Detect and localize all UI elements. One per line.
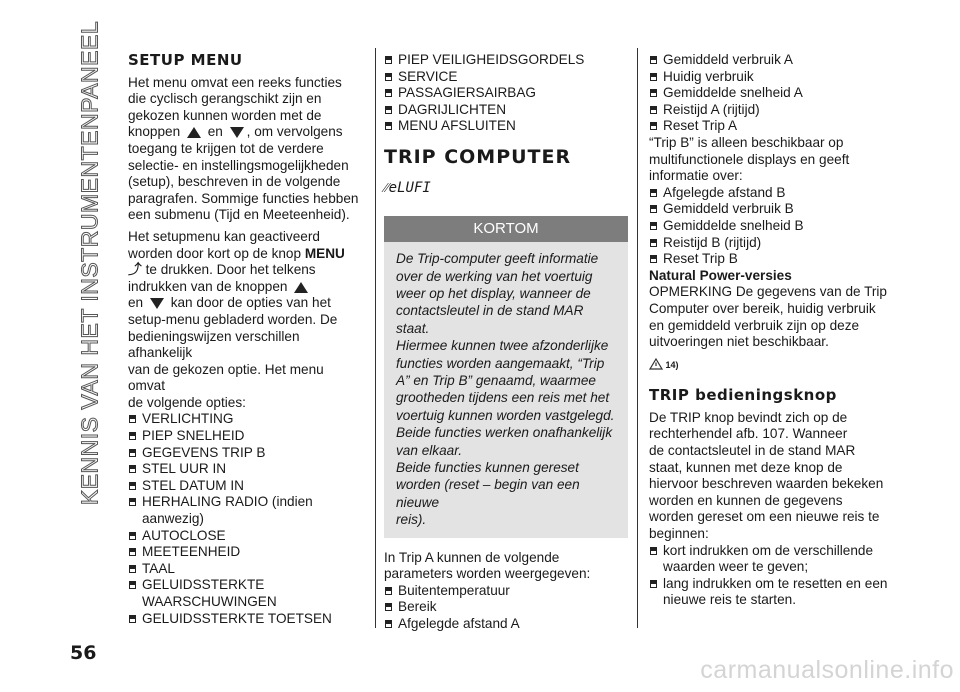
warning-reference: [649, 357, 889, 374]
list-item: Gemiddeld verbruik B: [649, 201, 889, 218]
paragraph-line: bedieningswijzen verschillen afhankelijk: [128, 328, 300, 361]
inline-text: en: [207, 124, 223, 140]
display-glyph: ⁄⁄eLUFI: [384, 179, 431, 196]
list-item: HERHALING RADIO (indien aanwezig): [128, 494, 360, 527]
side-title-text: KENNIS VAN HET INSTRUMENTENPANEEL: [76, 20, 103, 506]
arrow-up-icon: [294, 282, 308, 293]
list-item: Huidig verbruik: [649, 69, 889, 86]
paragraph-line: [128, 279, 360, 296]
list-item: PIEP SNELHEID: [128, 428, 360, 445]
paragraph-line: “Trip B” is alleen beschikbaar op: [649, 134, 844, 150]
list-item: TAAL: [128, 561, 360, 578]
paragraph-line: hiervoor beschreven waarden bekeken: [649, 476, 884, 492]
inline-text: kan door de opties van het: [170, 295, 331, 311]
trip-computer-heading: TRIP COMPUTER: [384, 145, 572, 168]
list-item: Gemiddelde snelheid B: [649, 218, 889, 235]
paragraph-line: de volgende opties:: [128, 394, 246, 410]
kortom-line: Beide functies werken onafhankelijk: [396, 425, 613, 441]
inline-text: knoppen: [128, 124, 181, 140]
paragraph-line: worden en kunnen de gegevens: [649, 492, 843, 508]
paragraph-line: van de gekozen optie. Het menu omvat: [128, 361, 324, 394]
paragraph-line: rechterhendel afb. 107. Wanneer: [649, 426, 848, 442]
list-item: PASSAGIERSAIRBAG: [384, 85, 628, 102]
paragraph-line: [128, 124, 360, 141]
inline-text: worden door kort op de knop: [128, 245, 302, 261]
side-section-title: [72, 20, 108, 506]
paragraph-line: Computer over bereik, huidig verbruik: [649, 300, 876, 316]
list-item: GEGEVENS TRIP B: [128, 445, 360, 462]
paragraph-line: (setup), beschreven in de volgende: [128, 174, 341, 190]
list-item: Reset Trip B: [649, 251, 889, 268]
paragraph-line: [128, 295, 360, 312]
kortom-line: A” en Trip B” genaamd, waarmee: [396, 373, 596, 388]
list-item: Gemiddeld verbruik A: [649, 52, 889, 69]
inline-text: en: [128, 295, 144, 311]
paragraph-line: die cyclisch gerangschikt zijn en: [128, 91, 322, 107]
paragraph-line: Het setupmenu kan geactiveerd: [128, 228, 320, 244]
paragraph-line: worden gereset om een nieuwe reis te: [649, 509, 880, 525]
watermark-text: carmanualsonline.info: [700, 656, 954, 684]
kortom-line: Hiermee kunnen twee afzonderlijke: [396, 338, 609, 354]
paragraph-line: selectie- en instellingsmogelijkheden: [128, 157, 349, 173]
paragraph-line: beginnen:: [649, 526, 709, 542]
paragraph-line: setup-menu gebladerd worden. De: [128, 311, 338, 327]
paragraph-line: OPMERKING De gegevens van de Trip: [649, 284, 887, 300]
column-divider: [375, 48, 376, 628]
return-arrow-icon: ⤴: [128, 262, 142, 278]
list-item: GELUIDSSTERKTE TOETSEN: [128, 611, 360, 628]
list-item: Gemiddelde snelheid A: [649, 85, 889, 102]
column-trip-details: [649, 52, 889, 609]
inline-text: , om vervolgens: [246, 124, 343, 140]
trip-button-heading: TRIP bedieningsknop: [649, 386, 837, 405]
paragraph-line: multifunctionele displays en geeft: [649, 151, 850, 167]
paragraph-line: parameters worden weergegeven:: [384, 566, 591, 582]
kortom-line: worden (reset – begin van een nieuwe: [396, 477, 580, 510]
setup-menu-heading: SETUP MENU: [128, 51, 243, 69]
menu-key-label: MENU: [304, 245, 345, 261]
warning-triangle-icon: [649, 358, 663, 370]
kortom-line: functies worden aangemaakt, “Trip: [396, 355, 605, 371]
paragraph-line: en gemiddeld verbruik zijn op deze: [649, 317, 860, 333]
paragraph-line: [128, 246, 360, 263]
paragraph-line: In Trip A kunnen de volgende: [384, 549, 560, 565]
column-trip-computer: [384, 52, 628, 633]
list-item: SERVICE: [384, 69, 628, 86]
paragraph-line: een submenu (Tijd en Meeteenheid).: [128, 207, 350, 223]
list-item: Reistijd A (rijtijd): [649, 102, 889, 119]
kortom-box: [384, 242, 628, 538]
kortom-line: weer op het display, wanneer de: [396, 285, 591, 301]
list-item: Buitentemperatuur: [384, 583, 628, 600]
list-item: STEL DATUM IN: [128, 478, 360, 495]
kortom-box-title: KORTOM: [384, 216, 628, 242]
paragraph-line: [128, 262, 360, 279]
kortom-line: contactsleutel in de stand MAR staat.: [396, 303, 584, 336]
kortom-line: Beide functies kunnen gereset: [396, 460, 579, 476]
kortom-line: grootheden tijdens een reis met het: [396, 390, 610, 406]
list-item: MEETEENHEID: [128, 544, 360, 561]
list-item: PIEP VEILIGHEIDSGORDELS: [384, 52, 628, 69]
arrow-down-icon: [150, 298, 164, 309]
kortom-line: van elkaar.: [396, 442, 462, 458]
list-item: GELUIDSSTERKTE WAARSCHUWINGEN: [128, 577, 360, 610]
paragraph-line: toegang te krijgen tot de verdere: [128, 140, 324, 156]
kortom-line: over de werking van het voertuig: [396, 268, 593, 284]
paragraph-line: paragrafen. Sommige functies hebben: [128, 190, 359, 206]
paragraph-line: staat, kunnen met deze knop de: [649, 459, 843, 475]
paragraph-line: De TRIP knop bevindt zich op de: [649, 409, 848, 425]
kortom-line: De Trip-computer geeft informatie: [396, 251, 599, 267]
list-item: Bereik: [384, 599, 628, 616]
list-item: VERLICHTING: [128, 411, 360, 428]
inline-text: indrukken van de knoppen: [128, 278, 288, 294]
list-item: Reset Trip A: [649, 118, 889, 135]
paragraph-line: informatie over:: [649, 168, 743, 184]
warning-ref-number: 14): [665, 359, 679, 370]
paragraph-line: Het menu omvat een reeks functies: [128, 74, 342, 90]
paragraph-line: de contactsleutel in de stand MAR: [649, 443, 856, 459]
kortom-line: reis).: [396, 512, 427, 528]
arrow-up-icon: [187, 127, 201, 138]
list-item: Afgelegde afstand A: [384, 616, 628, 633]
paragraph-line: gekozen kunnen worden met de: [128, 107, 322, 123]
natural-power-subheading: Natural Power-versies: [649, 267, 792, 283]
list-item: AUTOCLOSE: [128, 528, 360, 545]
kortom-line: voertuig kunnen worden vastgelegd.: [396, 407, 615, 423]
list-item: STEL UUR IN: [128, 461, 360, 478]
column-setup-menu: [128, 52, 360, 627]
list-item: DAGRIJLICHTEN: [384, 102, 628, 119]
list-item: kort indrukken om de verschillende waarden weer te geven;: [649, 543, 889, 576]
arrow-down-icon: [230, 127, 244, 138]
list-item: lang indrukken om te resetten en een nieuwe reis te starten.: [649, 576, 889, 609]
list-item: Reistijd B (rijtijd): [649, 235, 889, 252]
list-item: Afgelegde afstand B: [649, 185, 889, 202]
column-divider: [637, 48, 638, 628]
page-number: 56: [70, 642, 97, 664]
paragraph-line: uitvoeringen niet beschikbaar.: [649, 334, 829, 350]
inline-text: te drukken. Door het telkens: [145, 262, 316, 278]
list-item: MENU AFSLUITEN: [384, 118, 628, 135]
